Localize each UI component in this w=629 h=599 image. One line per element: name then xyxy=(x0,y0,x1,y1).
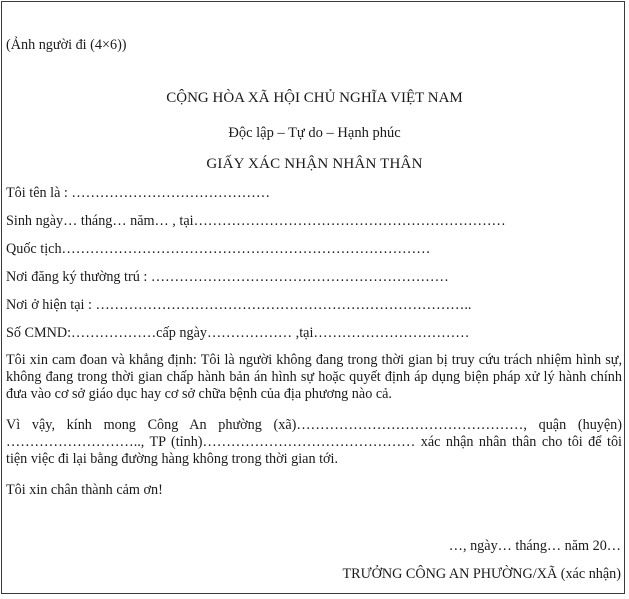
declaration-paragraph: Tôi xin cam đoan và khẳng định: Tôi là người không đang trong thời gian bị truy cứu trách nhiệm hình sự, không đang trong thời gian chấp hành bản án hình sự hoặc quyết định áp dụng biện pháp xử lý hành chính đưa vào cơ sở giáo dục hay cơ sở chữa bệnh của địa phương nào cả. xyxy=(6,352,622,402)
request-paragraph: Vì vậy, kính mong Công An phường (xã)…………………………………………, quận (huyện) ……………………….., TP (tỉnh)……………………………………… xác nhận nhân thân cho tôi để tôi tiện việc đi lại bằng đường hàng không trong thời gian tới. xyxy=(6,417,622,467)
field-nationality: Quốc tịch…………………………………………………………………… xyxy=(6,241,431,257)
signature-title: TRƯỞNG CÔNG AN PHƯỜNG/XÃ (xác nhận) xyxy=(342,566,621,582)
national-motto: Độc lập – Tự do – Hạnh phúc xyxy=(228,125,401,141)
photo-placeholder-note: (Ảnh người đi (4×6)) xyxy=(6,37,127,53)
field-current-address: Nơi ở hiện tại : …………………………………………………………………….. xyxy=(6,297,472,313)
field-name: Tôi tên là : …………………………………… xyxy=(6,185,271,201)
national-title: CỘNG HÒA XÃ HỘI CHỦ NGHĨA VIỆT NAM xyxy=(166,90,463,106)
field-permanent-address: Nơi đăng ký thường trú : ……………………………………………………… xyxy=(6,269,449,285)
thanks-line: Tôi xin chân thành cảm ơn! xyxy=(6,482,163,498)
date-line: …, ngày… tháng… năm 20… xyxy=(448,538,621,554)
field-date-of-birth: Sinh ngày… tháng… năm… , tại………………………………………………………… xyxy=(6,213,506,229)
document-title: GIẤY XÁC NHẬN NHÂN THÂN xyxy=(206,156,423,172)
field-id-card: Số CMND:………………cấp ngày……………… ,tại…………………………… xyxy=(6,325,470,341)
